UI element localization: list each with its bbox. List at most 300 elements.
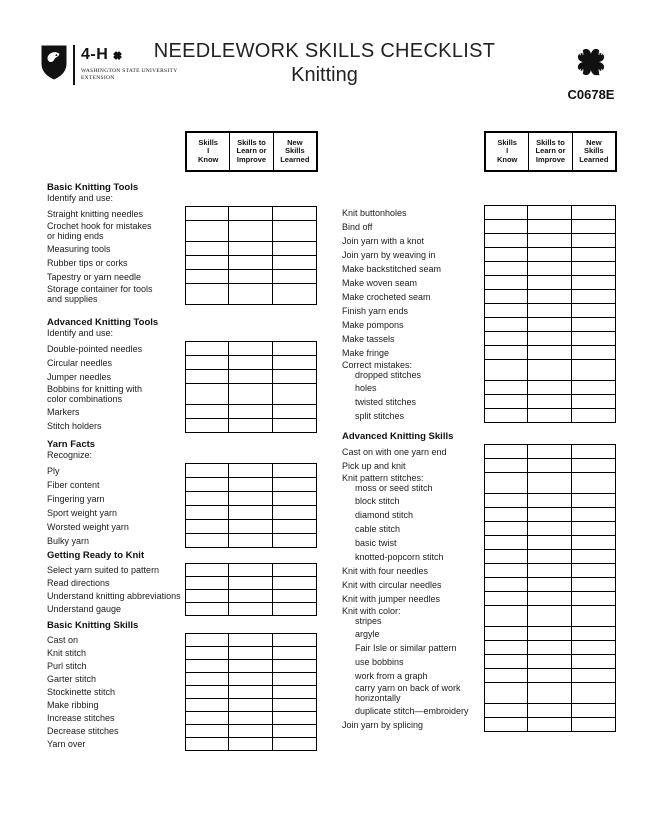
skill-row xyxy=(342,703,617,718)
checkbox-cell-know[interactable] xyxy=(484,275,528,290)
checkbox-cell-learn[interactable] xyxy=(228,206,273,221)
checkbox-cell-know[interactable] xyxy=(484,458,528,473)
checkbox-cell-learn[interactable] xyxy=(527,289,572,304)
checkbox-cell-new[interactable] xyxy=(272,255,317,270)
checkbox-cell-new[interactable] xyxy=(272,576,317,590)
checkbox-cell-new[interactable] xyxy=(272,355,317,370)
checkbox-cell-new[interactable] xyxy=(571,577,616,592)
checkbox-cell-know[interactable] xyxy=(484,591,528,606)
skill-row xyxy=(47,672,318,686)
skill-row xyxy=(47,341,318,356)
checkbox-cell-new[interactable] xyxy=(272,206,317,221)
checkbox-cell-know[interactable] xyxy=(484,317,528,332)
checkbox-cell-new[interactable] xyxy=(571,535,616,550)
skill-row xyxy=(342,717,617,732)
checkbox-cell-know[interactable] xyxy=(484,605,528,627)
skill-label: cable stitch xyxy=(355,523,401,534)
checkbox-cell-know[interactable] xyxy=(185,418,229,433)
checkbox-cell-know[interactable] xyxy=(185,576,229,590)
skill-row xyxy=(342,535,617,550)
rating-header-new: New Skills Learned xyxy=(273,133,316,170)
section-heading: Yarn Facts Recognize: xyxy=(47,439,96,460)
checkbox-cell-know[interactable] xyxy=(185,383,229,405)
skill-label: carry yarn on back of work horizontally xyxy=(355,683,461,703)
checkbox-cell-learn[interactable] xyxy=(228,685,273,699)
checkbox-cell-know[interactable] xyxy=(185,602,229,616)
checkbox-cell-know[interactable] xyxy=(185,563,229,577)
checkbox-cell-new[interactable] xyxy=(571,626,616,641)
checkbox-cell-know[interactable] xyxy=(484,247,528,262)
checkbox-cell-learn[interactable] xyxy=(527,668,572,683)
checkbox-cell-know[interactable] xyxy=(185,404,229,419)
checkbox-cell-new[interactable] xyxy=(571,444,616,459)
checkbox-cell-learn[interactable] xyxy=(527,247,572,262)
skill-label: Make pompons xyxy=(342,319,404,330)
checkbox-cell-know[interactable] xyxy=(484,303,528,318)
checkbox-cell-new[interactable] xyxy=(571,408,616,423)
checkbox-cell-new[interactable] xyxy=(571,668,616,683)
checkbox-cell-new[interactable] xyxy=(272,519,317,534)
checkbox-cell-learn[interactable] xyxy=(527,521,572,536)
skill-row xyxy=(342,380,617,395)
checkbox-cell-new[interactable] xyxy=(272,491,317,506)
checkbox-cell-learn[interactable] xyxy=(228,633,273,647)
checkbox-cell-learn[interactable] xyxy=(527,605,572,627)
checkbox-cell-new[interactable] xyxy=(571,472,616,494)
checkbox-cell-learn[interactable] xyxy=(527,275,572,290)
checkbox-cell-know[interactable] xyxy=(484,233,528,248)
skill-row xyxy=(342,247,617,262)
checkbox-cell-new[interactable] xyxy=(272,383,317,405)
checkbox-cell-new[interactable] xyxy=(571,563,616,578)
checkbox-cell-new[interactable] xyxy=(272,589,317,603)
checkbox-cell-know[interactable] xyxy=(484,703,528,718)
checkbox-cell-learn[interactable] xyxy=(527,535,572,550)
skill-row xyxy=(342,317,617,332)
checkbox-cell-learn[interactable] xyxy=(228,269,273,284)
skill-label: Understand gauge xyxy=(47,604,122,614)
checkbox-cell-new[interactable] xyxy=(272,533,317,548)
skill-label: Straight knitting needles xyxy=(47,208,144,219)
skill-label: Understand knitting abbreviations xyxy=(47,591,181,601)
checkbox-cell-learn[interactable] xyxy=(527,591,572,606)
university-name: WASHINGTON STATE UNIVERSITY EXTENSION xyxy=(81,68,178,81)
checkbox-cell-know[interactable] xyxy=(484,668,528,683)
checkbox-cell-know[interactable] xyxy=(484,577,528,592)
checkbox-cell-new[interactable] xyxy=(571,703,616,718)
skill-label: Pick up and knit xyxy=(342,460,406,471)
checkbox-cell-know[interactable] xyxy=(185,659,229,673)
checkbox-cell-learn[interactable] xyxy=(228,519,273,534)
skill-label: block stitch xyxy=(355,495,400,506)
checkbox-cell-learn[interactable] xyxy=(228,589,273,603)
checkbox-cell-learn[interactable] xyxy=(527,205,572,220)
checkbox-cell-know[interactable] xyxy=(185,505,229,520)
checkbox-cell-new[interactable] xyxy=(571,591,616,606)
skill-row xyxy=(47,519,318,534)
checkbox-cell-new[interactable] xyxy=(571,275,616,290)
skill-label: Markers xyxy=(47,406,80,417)
checkbox-cell-new[interactable] xyxy=(571,289,616,304)
checkbox-cell-know[interactable] xyxy=(484,682,528,704)
rating-header-table-right xyxy=(484,131,617,172)
checkbox-cell-know[interactable] xyxy=(185,491,229,506)
checkbox-cell-learn[interactable] xyxy=(527,549,572,564)
checkbox-cell-new[interactable] xyxy=(272,404,317,419)
page-subtitle: Knitting xyxy=(291,64,358,86)
skill-row xyxy=(47,355,318,370)
checkbox-cell-know[interactable] xyxy=(484,640,528,655)
rating-header-learn: Skills to Learn or Improve xyxy=(229,133,272,170)
checkbox-cell-know[interactable] xyxy=(185,589,229,603)
checkbox-cell-new[interactable] xyxy=(272,283,317,305)
checkbox-cell-learn[interactable] xyxy=(228,698,273,712)
checkbox-cell-new[interactable] xyxy=(571,317,616,332)
checkbox-cell-new[interactable] xyxy=(571,303,616,318)
skill-row xyxy=(47,491,318,506)
skill-label: Correct mistakes: dropped stitches xyxy=(342,360,422,380)
checkbox-cell-know[interactable] xyxy=(185,533,229,548)
skill-label: Knit buttonholes xyxy=(342,207,407,218)
checkbox-cell-new[interactable] xyxy=(272,602,317,616)
skill-label: Double-pointed needles xyxy=(47,343,143,354)
checkbox-cell-learn[interactable] xyxy=(228,355,273,370)
skill-row xyxy=(47,418,318,433)
skill-label: Make woven seam xyxy=(342,277,418,288)
checklist-section xyxy=(47,182,318,305)
section-heading: Basic Knitting Skills xyxy=(47,620,139,631)
skill-label: Worsted weight yarn xyxy=(47,521,129,532)
checkbox-cell-new[interactable] xyxy=(272,646,317,660)
checkbox-cell-learn[interactable] xyxy=(228,576,273,590)
checkbox-cell-know[interactable] xyxy=(484,331,528,346)
skill-row xyxy=(47,477,318,492)
checkbox-cell-learn[interactable] xyxy=(228,283,273,305)
checkbox-cell-new[interactable] xyxy=(571,394,616,409)
checkbox-cell-learn[interactable] xyxy=(228,737,273,751)
skill-row xyxy=(342,626,617,641)
checkbox-cell-know[interactable] xyxy=(484,493,528,508)
checkbox-cell-learn[interactable] xyxy=(527,331,572,346)
skill-row xyxy=(47,685,318,699)
checkbox-cell-know[interactable] xyxy=(185,698,229,712)
checkbox-cell-know[interactable] xyxy=(484,345,528,360)
checkbox-cell-new[interactable] xyxy=(272,269,317,284)
skill-row xyxy=(47,404,318,419)
skill-label: work from a graph xyxy=(355,670,428,681)
checkbox-cell-new[interactable] xyxy=(272,659,317,673)
rating-header-learn: Skills to Learn or Improve xyxy=(528,133,571,170)
checkbox-cell-new[interactable] xyxy=(272,220,317,242)
checkbox-cell-learn[interactable] xyxy=(228,418,273,433)
section-heading: Getting Ready to Knit xyxy=(47,550,145,561)
checkbox-cell-learn[interactable] xyxy=(527,303,572,318)
checkbox-cell-new[interactable] xyxy=(272,241,317,256)
checkbox-cell-know[interactable] xyxy=(484,394,528,409)
skill-label: Sport weight yarn xyxy=(47,507,118,518)
skill-row xyxy=(342,458,617,473)
skill-row xyxy=(342,261,617,276)
checkbox-cell-know[interactable] xyxy=(484,521,528,536)
checkbox-cell-know[interactable] xyxy=(484,219,528,234)
checkbox-cell-learn[interactable] xyxy=(527,563,572,578)
checklist-section xyxy=(47,620,318,751)
skill-row xyxy=(47,533,318,548)
checkbox-cell-new[interactable] xyxy=(272,633,317,647)
checkbox-cell-new[interactable] xyxy=(571,219,616,234)
skill-label: Storage container for tools and supplies xyxy=(47,284,153,304)
checkbox-cell-know[interactable] xyxy=(484,289,528,304)
checkbox-cell-new[interactable] xyxy=(571,233,616,248)
checkbox-cell-learn[interactable] xyxy=(527,219,572,234)
checkbox-cell-learn[interactable] xyxy=(527,345,572,360)
svg-text:H: H xyxy=(597,49,604,58)
skill-row xyxy=(342,668,617,683)
skill-row xyxy=(47,369,318,384)
checkbox-cell-new[interactable] xyxy=(571,640,616,655)
skill-label: Finish yarn ends xyxy=(342,305,409,316)
checkbox-cell-learn[interactable] xyxy=(527,703,572,718)
skill-row xyxy=(342,507,617,522)
skill-row xyxy=(342,303,617,318)
checkbox-cell-learn[interactable] xyxy=(527,682,572,704)
checkbox-cell-know[interactable] xyxy=(484,549,528,564)
checkbox-cell-new[interactable] xyxy=(571,682,616,704)
checkbox-cell-new[interactable] xyxy=(272,418,317,433)
checkbox-cell-new[interactable] xyxy=(571,345,616,360)
skill-row xyxy=(47,383,318,405)
checkbox-cell-learn[interactable] xyxy=(228,505,273,520)
checkbox-cell-new[interactable] xyxy=(272,711,317,725)
checkbox-cell-know[interactable] xyxy=(185,269,229,284)
checkbox-cell-learn[interactable] xyxy=(527,640,572,655)
checkbox-cell-learn[interactable] xyxy=(527,577,572,592)
skill-row xyxy=(342,359,617,381)
checkbox-cell-know[interactable] xyxy=(185,463,229,478)
svg-text:H: H xyxy=(598,68,604,76)
section-heading: Basic Knitting Tools Identify and use: xyxy=(47,182,139,203)
checkbox-cell-know[interactable] xyxy=(185,477,229,492)
skill-row xyxy=(342,233,617,248)
skill-row xyxy=(342,521,617,536)
checkbox-cell-new[interactable] xyxy=(571,247,616,262)
checkbox-cell-learn[interactable] xyxy=(228,672,273,686)
checkbox-cell-new[interactable] xyxy=(272,698,317,712)
checkbox-cell-learn[interactable] xyxy=(228,463,273,478)
section-heading: Advanced Knitting Tools Identify and use: xyxy=(47,317,159,338)
checkbox-cell-know[interactable] xyxy=(185,206,229,221)
checklist-section xyxy=(342,205,617,423)
checkbox-cell-know[interactable] xyxy=(185,711,229,725)
document-code: C0678E xyxy=(567,87,615,102)
skill-row xyxy=(342,577,617,592)
checkbox-cell-learn[interactable] xyxy=(527,472,572,494)
checkbox-cell-learn[interactable] xyxy=(527,493,572,508)
skill-row xyxy=(47,576,318,590)
checkbox-cell-learn[interactable] xyxy=(527,626,572,641)
skill-row xyxy=(47,633,318,647)
checklist-section xyxy=(47,550,318,616)
checkbox-cell-learn[interactable] xyxy=(228,369,273,384)
checkbox-cell-learn[interactable] xyxy=(527,717,572,732)
skill-row xyxy=(47,711,318,725)
skill-row xyxy=(342,345,617,360)
skill-label: Crochet hook for mistakes or hiding ends xyxy=(47,221,152,241)
checkbox-cell-new[interactable] xyxy=(571,654,616,669)
checkbox-cell-learn[interactable] xyxy=(527,317,572,332)
checkbox-cell-know[interactable] xyxy=(185,355,229,370)
checkbox-cell-new[interactable] xyxy=(571,359,616,381)
skill-label: Cast on xyxy=(47,635,79,645)
checkbox-cell-new[interactable] xyxy=(571,717,616,732)
skill-row xyxy=(342,205,617,220)
checkbox-cell-know[interactable] xyxy=(185,369,229,384)
checkbox-cell-know[interactable] xyxy=(484,408,528,423)
checkbox-cell-learn[interactable] xyxy=(228,255,273,270)
skill-label: Tapestry or yarn needle xyxy=(47,271,142,282)
checkbox-cell-know[interactable] xyxy=(484,444,528,459)
page-title: NEEDLEWORK SKILLS CHECKLIST xyxy=(153,40,496,62)
checkbox-cell-new[interactable] xyxy=(272,563,317,577)
checkbox-cell-new[interactable] xyxy=(272,737,317,751)
skill-row xyxy=(342,408,617,423)
checkbox-cell-know[interactable] xyxy=(185,283,229,305)
checkbox-cell-learn[interactable] xyxy=(228,724,273,738)
checkbox-cell-learn[interactable] xyxy=(228,477,273,492)
skill-row xyxy=(47,724,318,738)
checkbox-cell-learn[interactable] xyxy=(527,507,572,522)
skill-row xyxy=(47,737,318,751)
checkbox-cell-know[interactable] xyxy=(185,341,229,356)
checkbox-cell-know[interactable] xyxy=(185,220,229,242)
skill-label: Knit pattern stitches: moss or seed stitch xyxy=(342,473,433,493)
checklist-column-left xyxy=(47,182,318,751)
checkbox-cell-learn[interactable] xyxy=(228,383,273,405)
checkbox-cell-learn[interactable] xyxy=(228,533,273,548)
checkbox-cell-know[interactable] xyxy=(484,507,528,522)
checkbox-cell-learn[interactable] xyxy=(228,646,273,660)
checkbox-cell-new[interactable] xyxy=(571,458,616,473)
checkbox-cell-know[interactable] xyxy=(185,737,229,751)
checkbox-cell-know[interactable] xyxy=(185,255,229,270)
skill-row xyxy=(47,463,318,478)
checkbox-cell-new[interactable] xyxy=(571,261,616,276)
checkbox-cell-new[interactable] xyxy=(571,380,616,395)
checkbox-cell-know[interactable] xyxy=(484,359,528,381)
skill-label: Bind off xyxy=(342,221,373,232)
checkbox-cell-know[interactable] xyxy=(484,717,528,732)
checklist-section xyxy=(47,439,318,548)
skill-label: Knit stitch xyxy=(47,648,87,658)
skill-row xyxy=(342,219,617,234)
checkbox-cell-learn[interactable] xyxy=(527,408,572,423)
checkbox-cell-new[interactable] xyxy=(571,507,616,522)
checkbox-cell-learn[interactable] xyxy=(228,602,273,616)
checkbox-cell-learn[interactable] xyxy=(228,711,273,725)
checkbox-cell-new[interactable] xyxy=(272,463,317,478)
checkbox-cell-know[interactable] xyxy=(185,685,229,699)
checkbox-cell-learn[interactable] xyxy=(228,241,273,256)
checkbox-cell-new[interactable] xyxy=(272,672,317,686)
checkbox-cell-new[interactable] xyxy=(272,341,317,356)
checkbox-cell-new[interactable] xyxy=(272,685,317,699)
checkbox-cell-new[interactable] xyxy=(272,477,317,492)
skill-label: Rubber tips or corks xyxy=(47,257,128,268)
checkbox-cell-learn[interactable] xyxy=(527,359,572,381)
checkbox-cell-new[interactable] xyxy=(571,605,616,627)
checkbox-cell-learn[interactable] xyxy=(527,261,572,276)
checkbox-cell-know[interactable] xyxy=(484,380,528,395)
skill-label: duplicate stitch—embroidery xyxy=(355,705,469,716)
checkbox-cell-learn[interactable] xyxy=(527,444,572,459)
skill-label: Knit with circular needles xyxy=(342,579,442,590)
checkbox-cell-new[interactable] xyxy=(272,505,317,520)
skill-label: Increase stitches xyxy=(47,713,115,723)
skill-row xyxy=(342,654,617,669)
checkbox-cell-learn[interactable] xyxy=(527,380,572,395)
skill-label: Ply xyxy=(47,465,60,476)
checkbox-cell-new[interactable] xyxy=(571,493,616,508)
checkbox-cell-know[interactable] xyxy=(484,261,528,276)
rating-header-table-left xyxy=(185,131,318,172)
skill-label: Jumper needles xyxy=(47,371,112,382)
checkbox-cell-new[interactable] xyxy=(272,369,317,384)
checkbox-cell-learn[interactable] xyxy=(228,563,273,577)
4h-clover-icon xyxy=(570,40,612,84)
checkbox-cell-know[interactable] xyxy=(185,646,229,660)
skill-label: Make crocheted seam xyxy=(342,291,431,302)
skill-row xyxy=(342,472,617,494)
skill-label: Purl stitch xyxy=(47,661,87,671)
checkbox-cell-know[interactable] xyxy=(484,654,528,669)
checkbox-cell-know[interactable] xyxy=(484,205,528,220)
checkbox-cell-learn[interactable] xyxy=(228,404,273,419)
checkbox-cell-know[interactable] xyxy=(185,724,229,738)
skill-label: Cast on with one yarn end xyxy=(342,446,447,457)
checkbox-cell-new[interactable] xyxy=(571,331,616,346)
skill-label: knotted-popcorn stitch xyxy=(355,551,444,562)
checkbox-cell-know[interactable] xyxy=(484,563,528,578)
skill-row xyxy=(47,206,318,221)
checkbox-cell-know[interactable] xyxy=(484,472,528,494)
skill-row xyxy=(342,331,617,346)
checkbox-cell-new[interactable] xyxy=(571,549,616,564)
skill-label: Make fringe xyxy=(342,347,390,358)
checkbox-cell-learn[interactable] xyxy=(228,220,273,242)
section-heading: Advanced Knitting Skills xyxy=(342,431,454,442)
checkbox-cell-learn[interactable] xyxy=(527,654,572,669)
checkbox-cell-learn[interactable] xyxy=(228,659,273,673)
checkbox-cell-learn[interactable] xyxy=(527,458,572,473)
checkbox-cell-new[interactable] xyxy=(272,724,317,738)
checkbox-cell-know[interactable] xyxy=(484,535,528,550)
checkbox-cell-know[interactable] xyxy=(185,672,229,686)
checkbox-cell-know[interactable] xyxy=(185,519,229,534)
checkbox-cell-know[interactable] xyxy=(484,626,528,641)
checkbox-cell-new[interactable] xyxy=(571,205,616,220)
checkbox-cell-learn[interactable] xyxy=(527,233,572,248)
skill-label: Garter stitch xyxy=(47,674,97,684)
checkbox-cell-learn[interactable] xyxy=(527,394,572,409)
checkbox-cell-learn[interactable] xyxy=(228,491,273,506)
checkbox-cell-new[interactable] xyxy=(571,521,616,536)
skill-row xyxy=(47,241,318,256)
skill-row xyxy=(47,646,318,660)
checkbox-cell-know[interactable] xyxy=(185,241,229,256)
skill-label: Join yarn by splicing xyxy=(342,719,424,730)
checkbox-cell-know[interactable] xyxy=(185,633,229,647)
checkbox-cell-learn[interactable] xyxy=(228,341,273,356)
